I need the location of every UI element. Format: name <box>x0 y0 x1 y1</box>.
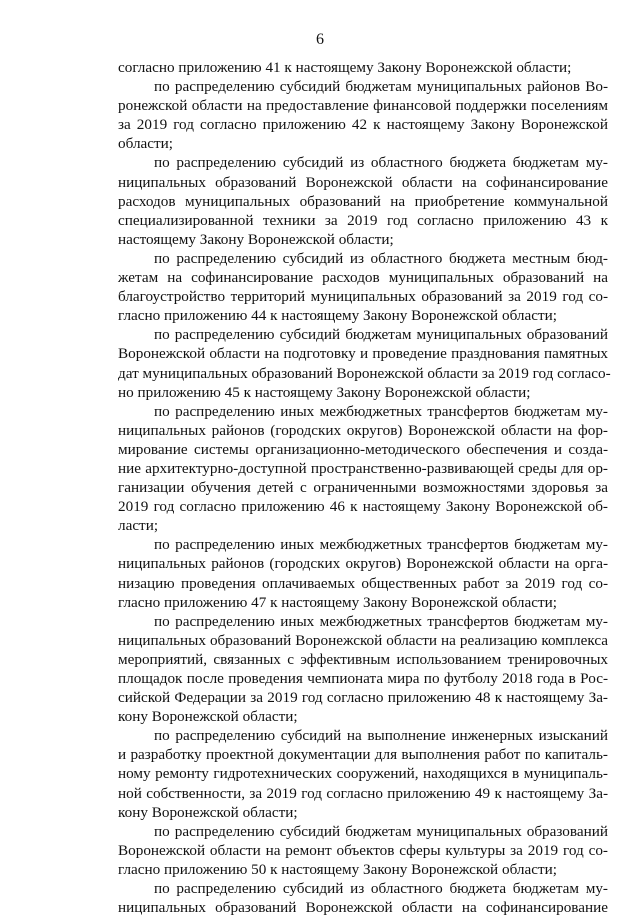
text-line: по распределению субсидий из областного бюджета бюджетам му- <box>154 154 608 172</box>
text-line: мероприятий, связанных с эффективным использованием тренировочных <box>118 650 608 668</box>
text-line: кону Воронежской области; <box>118 803 298 821</box>
text-line: дат муниципальных образований Воронежской области за 2019 год согласо- <box>118 364 611 382</box>
text-line: ние архитектурно-доступной пространственно-развивающей среды для ор- <box>118 459 608 477</box>
text-line: специализированной техники за 2019 год согласно приложению 43 к <box>118 211 608 229</box>
text-line: и разработку проектной документации для выполнения работ по капиталь- <box>118 746 608 764</box>
text-line: расходов муниципальных образований на приобретение коммунальной <box>118 192 608 210</box>
text-line: по распределению субсидий на выполнение инженерных изысканий <box>154 727 608 745</box>
text-line: по распределению иных межбюджетных трансфертов бюджетам му- <box>154 536 608 554</box>
page-number: 6 <box>316 31 324 48</box>
text-line: но приложению 45 к настоящему Закону Воронежской области; <box>118 383 531 401</box>
text-line: 2019 год согласно приложению 46 к настоящему Закону Воронежской об- <box>118 498 608 516</box>
document-body <box>118 58 611 917</box>
text-line: ганизации обучения детей с ограниченными возможностями здоровья за <box>118 479 608 497</box>
text-line: гласно приложению 47 к настоящему Закону Воронежской области; <box>118 593 557 611</box>
text-line: площадок после проведения чемпионата мира по футболу 2018 года в Рос- <box>118 670 608 687</box>
text-line: мирование системы организационно-методического обеспечения и созда- <box>118 440 608 458</box>
text-line: гласно приложению 50 к настоящему Закону Воронежской области; <box>118 860 557 878</box>
text-line: Воронежской области на ремонт объектов сферы культуры за 2019 год со- <box>118 841 608 859</box>
text-line: ласти; <box>118 517 159 535</box>
text-line: по распределению субсидий бюджетам муниципальных образований <box>154 822 608 840</box>
text-line: ронежской области на предоставление финансовой поддержки поселениям <box>118 97 608 115</box>
text-line: по распределению субсидий из областного бюджета местным бюд- <box>154 249 608 267</box>
text-line: жетам на софинансирование расходов муниципальных образований на <box>118 269 608 287</box>
text-line: ниципальных образований Воронежской области на реализацию комплекса <box>118 631 608 649</box>
text-line: ниципальных образований Воронежской области на софинансирование <box>118 899 608 917</box>
text-line: согласно приложению 41 к настоящему Закону Воронежской области; <box>118 59 572 76</box>
text-line: низацию проведения оплачиваемых общественных работ за 2019 год со- <box>118 574 608 592</box>
text-line: по распределению субсидий из областного бюджета бюджетам му- <box>154 880 608 898</box>
text-line: по распределению иных межбюджетных трансфертов бюджетам му- <box>154 612 608 630</box>
text-line: за 2019 год согласно приложению 42 к настоящему Закону Воронежской <box>118 116 608 134</box>
text-line: кону Воронежской области; <box>118 708 298 726</box>
text-line: по распределению субсидий бюджетам муниципальных районов Во- <box>154 78 608 96</box>
text-line: сийской Федерации за 2019 год согласно приложению 48 к настоящему За- <box>118 689 608 707</box>
text-line: по распределению субсидий бюджетам муниципальных образований <box>154 326 608 344</box>
text-line: области; <box>118 135 173 153</box>
text-line: Воронежской области на подготовку и проведение празднования памятных <box>118 345 608 363</box>
text-line: благоустройство территорий муниципальных образований за 2019 год со- <box>118 288 608 306</box>
text-line: ной собственности, за 2019 год согласно приложению 49 к настоящему За- <box>118 784 608 802</box>
text-line: ниципальных образований Воронежской области на софинансирование <box>118 173 608 191</box>
text-line: по распределению иных межбюджетных трансфертов бюджетам му- <box>154 402 608 420</box>
text-line: ниципальных районов (городских округов) Воронежской области на фор- <box>118 421 608 439</box>
text-line: настоящему Закону Воронежской области; <box>118 230 394 248</box>
text-line: гласно приложению 44 к настоящему Закону Воронежской области; <box>118 307 557 325</box>
text-line: ному ремонту гидротехнических сооружений, находящихся в муниципаль- <box>118 765 608 783</box>
text-line: ниципальных районов (городских округов) Воронежской области на орга- <box>118 555 608 573</box>
